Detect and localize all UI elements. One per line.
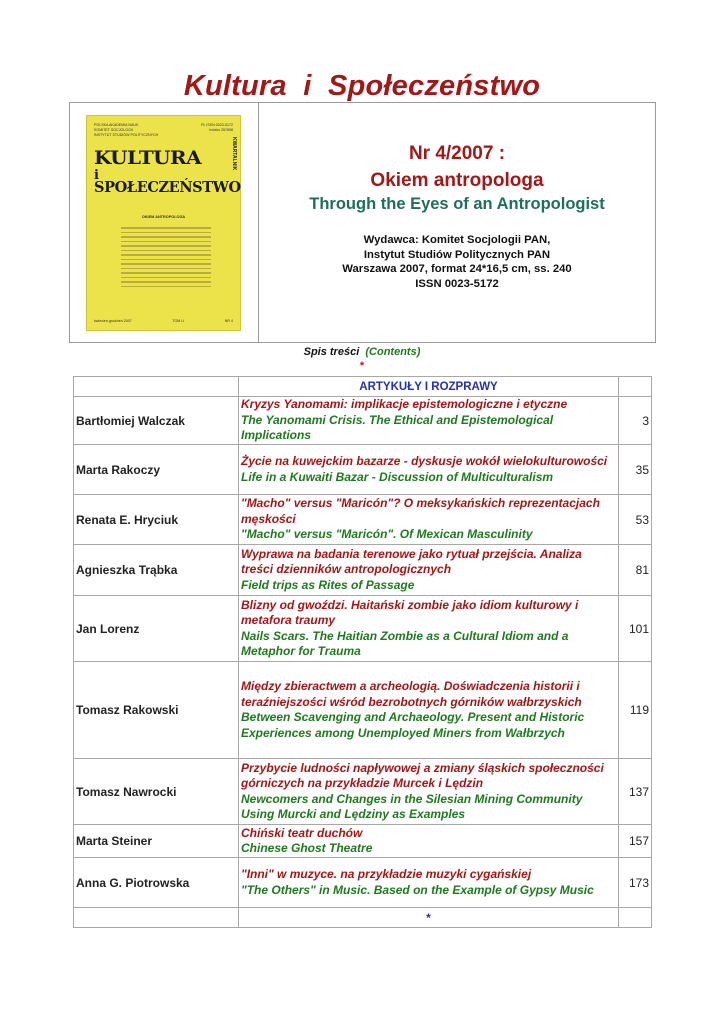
table-row	[74, 825, 652, 858]
article-author: Renata E. Hryciuk	[74, 495, 239, 545]
cover-footer-number: NR 4	[224, 319, 233, 323]
cover-issn	[183, 123, 233, 133]
table-row	[74, 759, 652, 825]
article-author: Agnieszka Trąbka	[74, 545, 239, 596]
issue-number: Nr 4/2007 :	[408, 143, 506, 164]
article-page: 3	[619, 397, 652, 445]
article-title-en: "Macho" versus "Maricón". Of Mexican Masculinity	[241, 527, 533, 542]
article-title	[239, 445, 619, 495]
cover-publisher-line: POLSKA AKADEMIA NAUK	[94, 123, 139, 127]
article-title-pl: Chiński teatr duchów	[241, 825, 363, 840]
article-title	[239, 662, 619, 759]
institute: Instytut Studiów Politycznych PAN	[363, 248, 551, 261]
end-row	[74, 908, 652, 928]
cover-issn-line: Indeks 357898	[209, 128, 233, 132]
publication-info	[259, 233, 655, 291]
cover-side-label: KWARTALNIK	[231, 137, 237, 171]
article-title-en: "The Others" in Music. Based on the Example of Gypsy Music	[241, 882, 594, 897]
cover-publisher-line: INSTYTUT STUDIÓW POLITYCZNYCH	[94, 133, 159, 137]
issue-title-pl: Okiem antropologa	[370, 170, 544, 191]
cover-text-lines	[121, 227, 211, 290]
article-title	[239, 495, 619, 545]
issue-title-en: Through the Eyes of an Antropologist	[309, 195, 605, 213]
article-title-en: Between Scavenging and Archaeology. Present and Historic Experiences among Unemployed Miners from Wałbrzych	[241, 710, 585, 740]
empty-cell	[619, 377, 652, 397]
article-title-pl: Kryzys Yanomami: implikacje epistemologiczne i etyczne	[241, 397, 568, 412]
article-title-pl: Przybycie ludności napływowej a zmiany śląskich społeczności górniczych na przykładzie Murcek i Lędzin	[241, 760, 604, 790]
article-page: 101	[619, 596, 652, 662]
table-row	[74, 495, 652, 545]
article-page: 81	[619, 545, 652, 596]
cover-title-i: i	[94, 168, 99, 183]
cover-theme: OKIEM ANTROPOLOGA	[141, 215, 186, 219]
cover-cell	[70, 103, 259, 342]
article-title	[239, 397, 619, 445]
article-title-en: Life in a Kuwaiti Bazar - Discussion of Multiculturalism	[241, 469, 554, 484]
contents-table	[73, 376, 652, 928]
table-row	[74, 545, 652, 596]
article-page: 119	[619, 662, 652, 759]
table-row	[74, 397, 652, 445]
cover-title-kultura: KULTURA	[94, 147, 202, 169]
issn: ISSN 0023-5172	[415, 277, 499, 290]
section-heading: ARTYKUŁY I ROZPRAWY	[239, 377, 619, 397]
empty-cell	[74, 908, 239, 928]
section-row	[74, 377, 652, 397]
article-title	[239, 858, 619, 908]
issue-header-box	[69, 102, 656, 343]
article-title	[239, 759, 619, 825]
cover-publisher	[94, 123, 164, 138]
cover-title-spoleczenstwo: SPOŁECZEŃSTWO	[94, 179, 241, 196]
cover-image	[86, 115, 241, 331]
end-star-marker: *	[239, 908, 619, 928]
issue-info	[259, 103, 655, 342]
article-title-pl: "Macho" versus "Maricón"? O meksykańskich reprezentacjach męskości	[241, 496, 600, 526]
cover-publisher-line: KOMITET SOCJOLOGII	[94, 128, 133, 132]
publisher: Wydawca: Komitet Socjologii PAN,	[363, 234, 551, 246]
article-title-en: Chinese Ghost Theatre	[241, 841, 373, 855]
article-title-pl: "Inni" w muzyce. na przykładzie muzyki cygańskiej	[241, 867, 532, 881]
cover-issn-line: PL ISSN 0023-5172	[201, 123, 233, 127]
article-author: Marta Steiner	[74, 825, 239, 858]
article-title-en: Field trips as Rites of Passage	[241, 577, 415, 592]
article-author: Tomasz Nawrocki	[74, 759, 239, 825]
table-row	[74, 858, 652, 908]
cover-footer-volume: TOM LI	[172, 319, 185, 323]
contents-label-en: (Contents)	[365, 346, 421, 358]
article-title-en: Newcomers and Changes in the Silesian Mining Community Using Murcki and Lędziny as Examples	[241, 791, 583, 821]
article-title	[239, 825, 619, 858]
article-author: Jan Lorenz	[74, 596, 239, 662]
table-row	[74, 445, 652, 495]
article-title-en: Nails Scars. The Haitian Zombie as a Cultural Idiom and a Metaphor for Trauma	[241, 628, 569, 658]
article-page: 53	[619, 495, 652, 545]
article-page: 137	[619, 759, 652, 825]
star-marker: *	[359, 360, 365, 372]
article-author: Tomasz Rakowski	[74, 662, 239, 759]
article-title-pl: Między zbieractwem a archeologią. Doświadczenia historii i teraźniejszości wśród bezrobotnych górników wałbrzyskich	[241, 679, 582, 709]
table-row	[74, 662, 652, 759]
table-row	[74, 596, 652, 662]
article-title	[239, 596, 619, 662]
cover-footer	[94, 319, 233, 323]
article-page: 157	[619, 825, 652, 858]
imprint: Warszawa 2007, format 24*16,5 cm, ss. 240	[342, 263, 572, 275]
contents-label: Spis treści	[303, 346, 360, 358]
article-author: Bartłomiej Walczak	[74, 397, 239, 445]
article-title	[239, 545, 619, 596]
cover-footer-date: kwiecień-grudzień 2007	[94, 319, 132, 323]
article-title-pl: Życie na kuwejckim bazarze - dyskusje wokół wielokulturowości	[241, 454, 608, 468]
journal-title: Kultura i Społeczeństwo	[183, 70, 541, 102]
article-title-en: The Yanomami Crisis. The Ethical and Epistemological Implications	[241, 412, 554, 443]
empty-cell	[619, 908, 652, 928]
article-title-pl: Wyprawa na badania terenowe jako rytuał przejścia. Analiza treści dzienników antropologicznych	[241, 546, 582, 577]
article-page: 173	[619, 858, 652, 908]
article-author: Marta Rakoczy	[74, 445, 239, 495]
article-author: Anna G. Piotrowska	[74, 858, 239, 908]
contents-heading	[0, 346, 724, 358]
article-title-pl: Blizny od gwoździ. Haitański zombie jako idiom kulturowy i metafora traumy	[241, 597, 579, 627]
empty-cell	[74, 377, 239, 397]
article-page: 35	[619, 445, 652, 495]
